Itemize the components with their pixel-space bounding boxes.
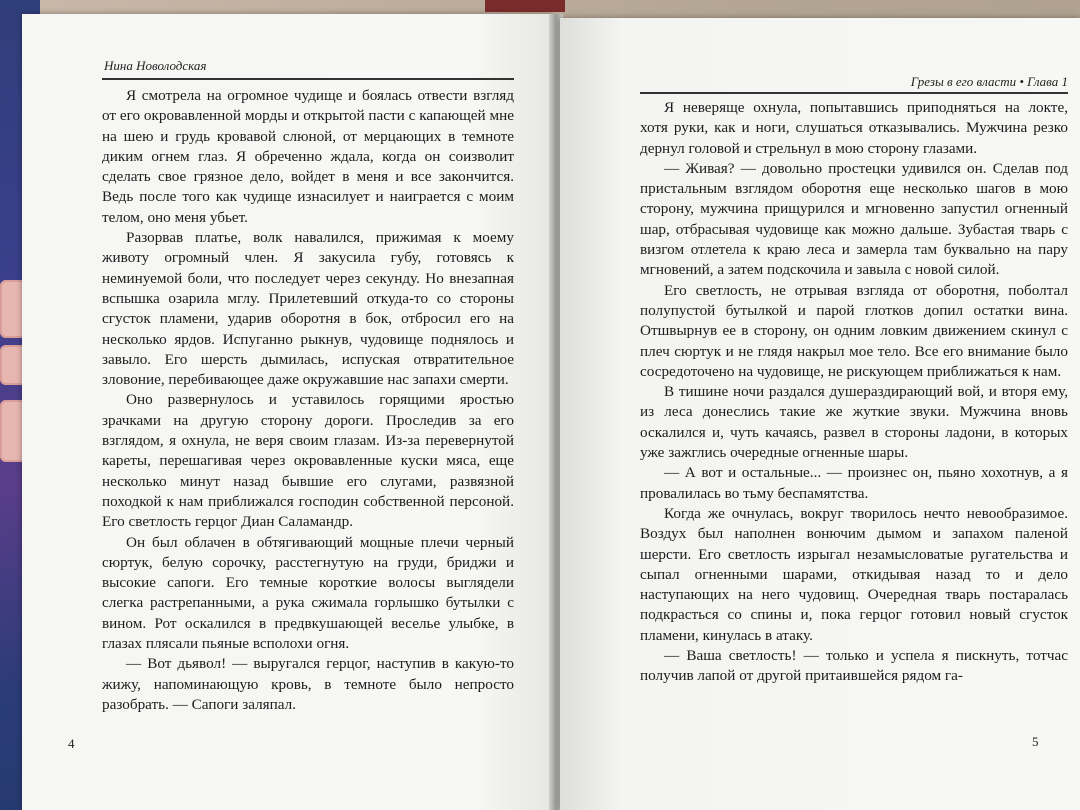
left-page-body <box>102 86 514 715</box>
running-head-left: Нина Новолодская <box>104 58 207 73</box>
page-number-right: 5 <box>1032 734 1039 749</box>
paragraph: Я смотрела на огромное чудище и боялась отвести взгляд от его окровавленной морды и открытой пасти с капающей мне на шею и грудь кровавой слюной, от мерцающих в темноте диким огнем глаз. Я обреченно ждала, когда он соизволит сделать свое грязное дело, войдет в меня и все закончится. Ведь после того как чудище изнасилует и наиграется с моим телом, оно меня убьет. <box>102 87 514 226</box>
running-head-right: Грезы в его власти • Глава 1 <box>910 74 1068 89</box>
paragraph: Его светлость, не отрывая взгляда от оборотня, поболтал полупустой бутылкой и парой глотков допил остатки вина. Отшвырнув ее в сторону, он одним ловким движением скинул с плеч сюртук и не глядя накрыл мое тело. Все его внимание было сосредоточено на чудовище, не рискующем приближаться к нам. <box>640 281 1068 380</box>
right-page-body <box>640 98 1068 687</box>
paragraph: — Вот дьявол! — выругался герцог, наступив в какую-то жижу, напоминающую кровь, в темноте было непросто разобрать. — Сапоги заляпал. <box>102 655 514 713</box>
paragraph: — Ваша светлость! — только и успела я пискнуть, тотчас получив лапой от другой притаившейся рядом га- <box>640 647 1068 685</box>
book-cover-top-edge <box>485 0 565 12</box>
right-page <box>560 18 1080 810</box>
paragraph: — А вот и остальные... — произнес он, пьяно хохотнув, а я провалилась во тьму беспамятства. <box>640 464 1068 502</box>
paragraph: Когда же очнулась, вокруг творилось нечто невообразимое. Воздух был наполнен вонючим дымом и запахом паленой шерсти. Его светлость изрыгал незамысловатые ругательства и сыпал огненными шарами, откидывая назад то и дело наступающих на него чудовищ. Очередная тварь постаралась подкрасться со спины и, пока герцог готовил новый сгусток пламени, кинулась в атаку. <box>640 504 1068 644</box>
paragraph: Он был облачен в обтягивающий мощные плечи черный сюртук, белую сорочку, расстегнутую на груди, бриджи и высокие сапоги. Его темные короткие волосы выглядели слегка растрепанными, а рука сжимала горлышко бутылки с вином. Рот оскалился в предвкушающей веселье улыбке, в глазах плясали пьяные всполохи огня. <box>102 533 514 653</box>
paragraph: Я неверяще охнула, попытавшись приподняться на локте, хотя руки, как и ноги, слушаться отказывались. Мужчина резко дернул головой и стрельнул в мою сторону глазами. <box>640 99 1068 157</box>
left-page <box>22 14 552 810</box>
header-rule-left <box>102 78 514 80</box>
paragraph: — Живая? — довольно простецки удивился он. Сделав под пристальным взглядом оборотня еще несколько шагов в мою сторону, мужчина прищурился и мгновенно запустил огненный шар, отбрасывая чудовище как можно дальше. Зубастая тварь с визгом отлетела к краю леса и замерла там буквально на пару мгновений, а затем подскочила и завыла с новой силой. <box>640 159 1068 279</box>
paragraph: В тишине ночи раздался душераздирающий вой, и вторя ему, из леса донеслись такие же жуткие звуки. Мужчина вновь оскалился и, чуть качаясь, развел в стороны ладони, в которых уже зажглись очередные огненные шары. <box>640 383 1068 462</box>
paragraph: Оно развернулось и уставилось горящими яростью зрачками на другую сторону дороги. Проследив за его взглядом, я охнула, не веря своим глазам. Из-за перевернутой кареты, перешагивая через окровавленные куски мяса, еще несколько минут назад бывшие его слугами, развязной походкой к нам приближался господин собственной персоной. Его светлость герцог Диан Саламандр. <box>102 391 514 531</box>
page-number-left: 4 <box>68 736 75 751</box>
paragraph: Разорвав платье, волк навалился, прижимая к моему животу огромный член. Я закусила губу, готовясь к неминуемой боли, что последует через секунду. Но внезапная вспышка озарила мглу. Прилетевший откуда-то со стороны сгусток пламени, ударив оборотня в бок, отбросил его на несколько ярдов. Испуганно рыкнув, чудовище поднялось и завыло. Его шерсть дымилась, испуская отвратительное зловоние, перебивающее даже окружавшие нас запахи смерти. <box>102 229 514 389</box>
header-rule-right <box>640 92 1068 94</box>
